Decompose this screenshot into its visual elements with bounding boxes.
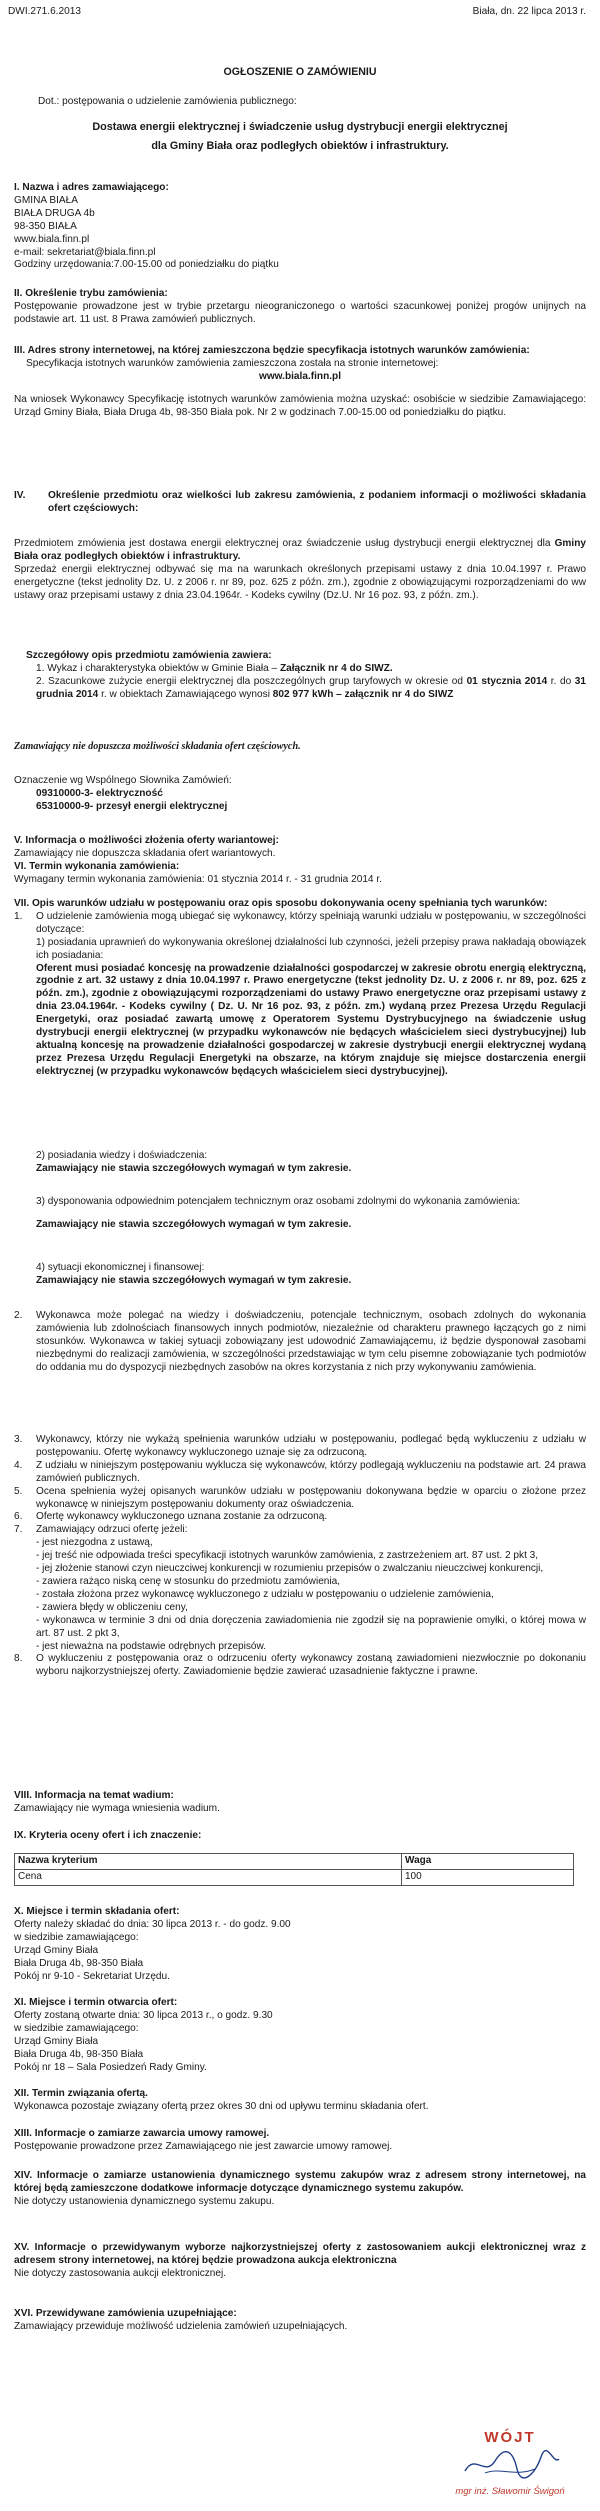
section-14: [14, 2170, 586, 2209]
section-7: [14, 898, 586, 1079]
section-8-heading: VIII. Informacja na temat wadium:: [14, 1790, 174, 1801]
section-7-heading: VII. Opis warunków udziału w postępowaniu oraz opis sposobu dokonywania oceny spełniania tych warunków:: [14, 898, 548, 909]
condition-2-text: 2) posiadania wiedzy i doświadczenia:: [36, 1150, 208, 1161]
section-4-heading-text: Określenie przedmiotu oraz wielkości lub zakresu zamówienia, z podaniem informacji o możliwości składania ofert częściowych:: [48, 490, 586, 514]
section-10-line: Biała Druga 4b, 98-350 Biała: [14, 1957, 144, 1969]
section-11-line: w siedzibie zamawiającego:: [14, 2022, 139, 2034]
section-14-text: Nie dotyczy ustanowienia dynamicznego systemu zakupu.: [14, 2195, 275, 2207]
section-12: [14, 2088, 586, 2114]
table-row: [15, 1869, 574, 1885]
address-line: GMINA BIAŁA: [14, 194, 78, 206]
rule-number: 6.: [14, 1511, 23, 1523]
section-3-heading: III. Adres strony internetowej, na której zamieszczona będzie specyfikacja istotnych warunków zamówienia:: [14, 345, 530, 356]
email-link[interactable]: e-mail: sekretariat@biala.finn.pl: [14, 246, 156, 258]
signature-icon: [455, 2447, 565, 2481]
rejection-reason: - jej treść nie odpowiada treści specyfikacji istotnych warunków zamówienia, z zastrzeżeniem art. 87 ust. 2 pkt 3,: [36, 1550, 539, 1562]
section-2-text: Postępowanie prowadzone jest w trybie przetargu nieograniczonego o wartości szacunkowej poniżej progów unijnych na podstawie art. 11 ust. 8 Prawa zamówień publicznych.: [14, 300, 586, 325]
section-13: [14, 2128, 586, 2154]
section-15-text: Nie dotyczy zastosowania aukcji elektronicznej.: [14, 2267, 227, 2279]
signature-stamp: [455, 2428, 565, 2498]
section-4-number: IV.: [14, 490, 26, 501]
section-3: [14, 345, 586, 420]
condition-3: [14, 1196, 586, 1232]
rule-text: Z udziału w niniejszym postępowaniu wyklucza się wykonawców, którzy podlegają wykluczeniu na podstawie art. 24 prawa zamówień publicznych.: [36, 1459, 586, 1484]
section-11-line: Oferty zostaną otwarte dnia: 30 lipca 2013 r., o godz. 9.30: [14, 2009, 273, 2021]
rejection-reason: - jest nieważna na podstawie odrębnych przepisów.: [36, 1640, 267, 1652]
section-9-heading: IX. Kryteria oceny ofert i ich znaczenie:: [14, 1830, 202, 1841]
address-line: 98-350 BIAŁA: [14, 220, 77, 232]
rule-text: O wykluczeniu z postępowania oraz o odrzuceniu oferty wykonawcy zostaną zawiadomieni niezwłocznie po dokonaniu wyboru najkorzystniejszej oferty. Zawiadomienie będzie zawierać uzasadnienie faktyczne i prawne.: [36, 1653, 586, 1678]
section-10-line: w siedzibie zamawiającego:: [14, 1931, 139, 1943]
rule-text: Zamawiający odrzuci ofertę jeżeli:: [36, 1524, 188, 1536]
bullet-1: 1.: [14, 910, 23, 922]
subject-intro: Dot.: postępowania o udzielenie zamówienia publicznego:: [38, 96, 297, 107]
section-3-text-2: Na wniosek Wykonawcy Specyfikację istotnych warunków zamówienia można uzyskać: osobiście w siedzibie Zamawiającego: Urząd Gminy Biała, Biała Druga 4b, 98-350 Biała pok. Nr 2 w godzinach 7.00-15.00 od poniedziałku do piątku.: [14, 393, 586, 418]
scope-text-bold: Gminy Biała oraz podległych obiektów i infrastruktury.: [14, 538, 586, 562]
condition-3-bold: Zamawiający nie stawia szczegółowych wymagań w tym zakresie.: [36, 1218, 352, 1230]
rule-number: 5.: [14, 1485, 23, 1497]
website-link[interactable]: www.biala.finn.pl: [14, 233, 90, 245]
section-10-line: Urząd Gminy Biała: [14, 1944, 99, 1956]
section-11-line: Biała Druga 4b, 98-350 Biała: [14, 2048, 144, 2060]
section-12-heading: XII. Termin związania ofertą.: [14, 2088, 148, 2099]
section-9: [14, 1830, 586, 1886]
section-16-heading: XVI. Przewidywane zamówienia uzupełniające:: [14, 2308, 237, 2319]
section-16-text: Zamawiający przewiduje możliwość udzielenia zamówień uzupełniających.: [14, 2320, 348, 2332]
section-15-heading: XV. Informacje o przewidywanym wyborze najkorzystniejszej oferty z zastosowaniem aukcji elektronicznej wraz z adresem strony internetowej, na której będzie prowadzona aukcja elektroniczna: [14, 2242, 586, 2266]
section-13-text: Postępowanie prowadzone przez Zamawiającego nie jest zawarcie umowy ramowej.: [14, 2140, 393, 2152]
document-header: [8, 6, 586, 20]
section-2-heading: II. Określenie trybu zamówienia:: [14, 288, 168, 299]
rule-number: 8.: [14, 1653, 23, 1665]
section-8-text: Zamawiający nie wymaga wniesienia wadium.: [14, 1802, 220, 1814]
section-12-text: Wykonawca pozostaje związany ofertą przez okres 30 dni od upływu terminu składania ofert.: [14, 2100, 429, 2112]
rejection-reason: - jest niezgodna z ustawą,: [36, 1537, 153, 1549]
detail-item-2-text-2: r. w obiektach Zamawiającego wynosi: [98, 688, 273, 700]
legal-basis-text: Sprzedaż energii elektrycznej odbywać się ma na warunkach określonych przepisami ustawy z dnia 10.04.1997 r. Prawo energetyczne (tekst jednolity Dz. U. z 2006 r. nr 89, poz. 625 z późn. zm.), zgodnie z obowiązującymi rozporządzeniami do ww ustawy oraz przepisami ustawy z dnia 23.04.1964r. - Kodeks cywilny (Dz.U. Nr 16 poz. 93, z późn. zm.).: [14, 563, 586, 601]
section-4: [14, 490, 586, 516]
detail-item-1: 1. Wykaz i charakterystyka obiektów w Gminie Biała –: [36, 662, 280, 674]
condition-2: [14, 1150, 586, 1176]
section-6-heading: VI. Termin wykonania zamówienia:: [14, 861, 180, 872]
concession-requirement: Oferent musi posiadać koncesję na prowadzenie działalności gospodarczej w zakresie obrotu energią elektryczną, zgodnie z art. 32 ustawy z dnia 10.04.1997 r. Prawo energetyczne (tekst jednolity Dz. U. z 2006 r. nr 89, poz. 625 z późn. zm.), zgodnie z obowiązującymi rozporządzeniami do ustawy Prawo energetyczne oraz przepisami ustawy z dnia 23.04.1964r. - Kodeks cywilny ( Dz. U. Nr 16 poz. 93, z późn. zm.) wydaną przez Prezesa Urzędu Regulacji Energetyki, oraz posiadać zawartą umowę z Operatorem Systemu Dystrybucyjnego na świadczenie usług dystrybucji energii elektrycznej (w przypadku wykonawców nie będących właścicielem sieci dystrybucyjnej) lub aktualną koncesję na prowadzenie działalności gospodarczej w zakresie dystrybucji energii elektrycznej wydaną przez Prezesa Urzędu Regulacji Energetyki na obszarze, na którym znajduje się miejsce dostarczenia energii elektrycznej (w przypadku wykonawców będących właścicielem sieci dystrybucyjnej).: [36, 962, 586, 1077]
section-14-heading: XIV. Informacje o zamiarze ustanowienia dynamicznego systemu zakupów wraz z adresem strony internetowej, na której będą zamieszczone dodatkowe informacje dotyczące dynamicznego systemu zakupów.: [14, 2170, 586, 2194]
detail-heading: Szczegółowy opis przedmiotu zamówienia zawiera:: [26, 650, 272, 661]
rule-number: 2.: [14, 1310, 23, 1321]
criteria-table: [14, 1853, 574, 1886]
section-10-line: Oferty należy składać do dnia: 30 lipca 2013 r. - do godz. 9.00: [14, 1918, 291, 1930]
no-partial-offers: Zamawiający nie dopuszcza możliwości składania ofert częściowych.: [14, 741, 301, 752]
section-6-text: Wymagany termin wykonania zamówienia: 01 stycznia 2014 r. - 31 grudnia 2014 r.: [14, 873, 382, 885]
section-11-line: Urząd Gminy Biała: [14, 2035, 99, 2047]
rejection-reason: - zawiera błędy w obliczeniu ceny,: [36, 1601, 188, 1613]
condition-1-item: 1) posiadania uprawnień do wykonywania określonej działalności lub czynności, jeżeli przepisy prawa nakładają obowiązek ich posiadania:: [36, 936, 586, 961]
rule-text: Wykonawca może polegać na wiedzy i doświadczeniu, potencjale technicznym, osobach zdolnych do wykonania zamówienia lub zdolnościach finansowych innych podmiotów, niezależnie od charakteru prawnego łączących go z nimi stosunków. Wykonawca w takiej sytuacji zobowiązany jest udowodnić Zamawiającemu, iż będzie dysponował zasobami niezbędnymi do realizacji zamówienia, w szczególności przedstawiając w tym celu pisemne zobowiązanie tych podmiotów do oddania mu do dyspozycji niezbędnych zasobów na okres korzystania z nich przy wykonywaniu zamówienia.: [36, 1310, 586, 1373]
stamp-title: WÓJT: [484, 2429, 536, 2446]
scope-text: Przedmiotem zmówienia jest dostawa energii elektrycznej oraz świadczenie usług dystrybucji energii elektrycznej dla: [14, 538, 555, 549]
condition-1: [14, 911, 586, 937]
detail-item-2-text: r. do: [547, 675, 575, 687]
rule-3: [14, 1434, 586, 1679]
section-3-text: Specyfikacja istotnych warunków zamówienia zamieszczona została na stronie internetowej:: [26, 357, 439, 369]
section-2: [14, 288, 586, 327]
table-header-row: [15, 1853, 574, 1869]
rejection-reason: - jej złożenie stanowi czyn nieuczciwej konkurencji w rozumieniu przepisów o zwalczaniu nieuczciwej konkurencji,: [36, 1563, 544, 1575]
cpv-code: 09310000-3- elektryczność: [36, 787, 163, 799]
address-line: BIAŁA DRUGA 4b: [14, 207, 95, 219]
subject-line-1: Dostawa energii elektrycznej i świadczenie usług dystrybucji energii elektrycznej: [92, 121, 508, 133]
section-10: [14, 1906, 586, 1983]
energy-consumption: 802 977 kWh – załącznik nr 4 do SIWZ: [272, 688, 454, 700]
rejection-reason: - zawiera rażąco niską cenę w stosunku do przedmiotu zamówienia,: [36, 1575, 341, 1587]
condition-2-bold: Zamawiający nie stawia szczegółowych wymagań w tym zakresie.: [36, 1162, 352, 1174]
section-5-heading: V. Informacja o możliwości złożenia oferty wariantowej:: [14, 835, 279, 846]
section-16: [14, 2308, 586, 2334]
section-11-line: Pokój nr 18 – Sala Posiedzeń Rady Gminy.: [14, 2061, 207, 2073]
section-4-heading: [14, 490, 586, 516]
detail-item-1-attachment: Załącznik nr 4 do SIWZ.: [279, 662, 393, 674]
cpv-codes: [14, 775, 586, 814]
section-15: [14, 2242, 586, 2281]
detail-item-2: 2. Szacunkowe zużycie energii elektrycznej dla poszczególnych grup taryfowych w okresie od: [36, 675, 467, 687]
table-cell: Cena: [15, 1869, 402, 1885]
office-hours: Godziny urzędowania:7.00-15.00 od poniedziałku do piątku: [14, 259, 279, 271]
condition-4-text: 4) sytuacji ekonomicznej i finansowej:: [36, 1262, 205, 1273]
rejection-reason: - została złożona przez wykonawcę wykluczonego z udziału w postępowaniu o udzielenie zamówienia,: [36, 1588, 494, 1600]
section-8: [14, 1790, 586, 1816]
subject-line-2: dla Gminy Biała oraz podległych obiektów i infrastruktury.: [151, 140, 449, 152]
condition-3-text: 3) dysponowania odpowiednim potencjałem technicznym oraz osobami zdolnymi do wykonania zamówienia:: [36, 1196, 521, 1207]
section-10-heading: X. Miejsce i termin składania ofert:: [14, 1906, 180, 1917]
table-cell: 100: [402, 1869, 574, 1885]
rule-text: Ocena spełnienia wyżej opisanych warunków udziału w postępowaniu dokonywana będzie w oparciu o złożone przez wykonawcę w niniejszym postępowaniu dokumenty oraz oświadczenia.: [36, 1485, 586, 1510]
section-4-detail: [14, 650, 586, 702]
rejection-reason: - wykonawca w terminie 3 dni od dnia doręczenia zawiadomienia nie zgodził się na poprawienie omyłki, o której mowa w art. 87 ust. 2 pkt 3,: [36, 1614, 586, 1639]
section-1-heading: I. Nazwa i adres zamawiającego:: [14, 182, 169, 193]
section-6: [14, 861, 586, 887]
condition-1-text: O udzielenie zamówienia mogą ubiegać się wykonawcy, którzy spełniają warunki udziału w postępowaniu, w szczególności dotyczące:: [36, 910, 586, 935]
section-11-heading: XI. Miejsce i termin otwarcia ofert:: [14, 1997, 178, 2008]
rule-2: [14, 1310, 586, 1375]
date-end: 31 grudnia 2014: [36, 675, 587, 700]
section-1: [14, 182, 586, 272]
table-header-cell: Nazwa kryterium: [15, 1853, 402, 1869]
reference-number: DWI.271.6.2013: [8, 6, 81, 17]
date-start: 01 stycznia 2014: [466, 675, 548, 687]
cpv-label: Oznaczenie wg Wspólnego Słownika Zamówień:: [14, 775, 232, 786]
section-5: [14, 835, 586, 861]
rule-number: 4.: [14, 1459, 23, 1471]
table-header-cell: Waga: [402, 1853, 574, 1869]
rule-text: Wykonawcy, którzy nie wykażą spełnienia warunków udziału w postępowaniu, podlegać będą wykluczeniu z udziału w postępowaniu. Ofertę wykonawcy wykluczonego uznaje się za odrzuconą.: [36, 1434, 586, 1458]
cpv-code: 65310000-9- przesył energii elektrycznej: [36, 800, 228, 812]
condition-4: [14, 1262, 586, 1288]
document-date: Biała, dn. 22 lipca 2013 r.: [472, 6, 586, 17]
condition-4-bold: Zamawiający nie stawia szczegółowych wymagań w tym zakresie.: [36, 1274, 352, 1286]
section-4-body: [14, 538, 586, 603]
section-10-line: Pokój nr 9-10 - Sekretariat Urzędu.: [14, 1970, 170, 1982]
rule-text: Ofertę wykonawcy wykluczonego uznana zostanie za odrzuconą.: [36, 1511, 328, 1523]
document-title: OGŁOSZENIE O ZAMÓWIENIU: [223, 66, 377, 78]
section-13-heading: XIII. Informacje o zamiarze zawarcia umowy ramowej.: [14, 2128, 270, 2139]
section-11: [14, 1997, 586, 2074]
rule-number: 3.: [14, 1434, 23, 1445]
siwz-website[interactable]: www.biala.finn.pl: [258, 370, 342, 382]
stamp-name: mgr inż. Sławomir Świgoń: [455, 2486, 565, 2498]
section-5-text: Zamawiający nie dopuszcza składania ofert wariantowych.: [14, 847, 276, 859]
rule-number: 7.: [14, 1524, 23, 1536]
